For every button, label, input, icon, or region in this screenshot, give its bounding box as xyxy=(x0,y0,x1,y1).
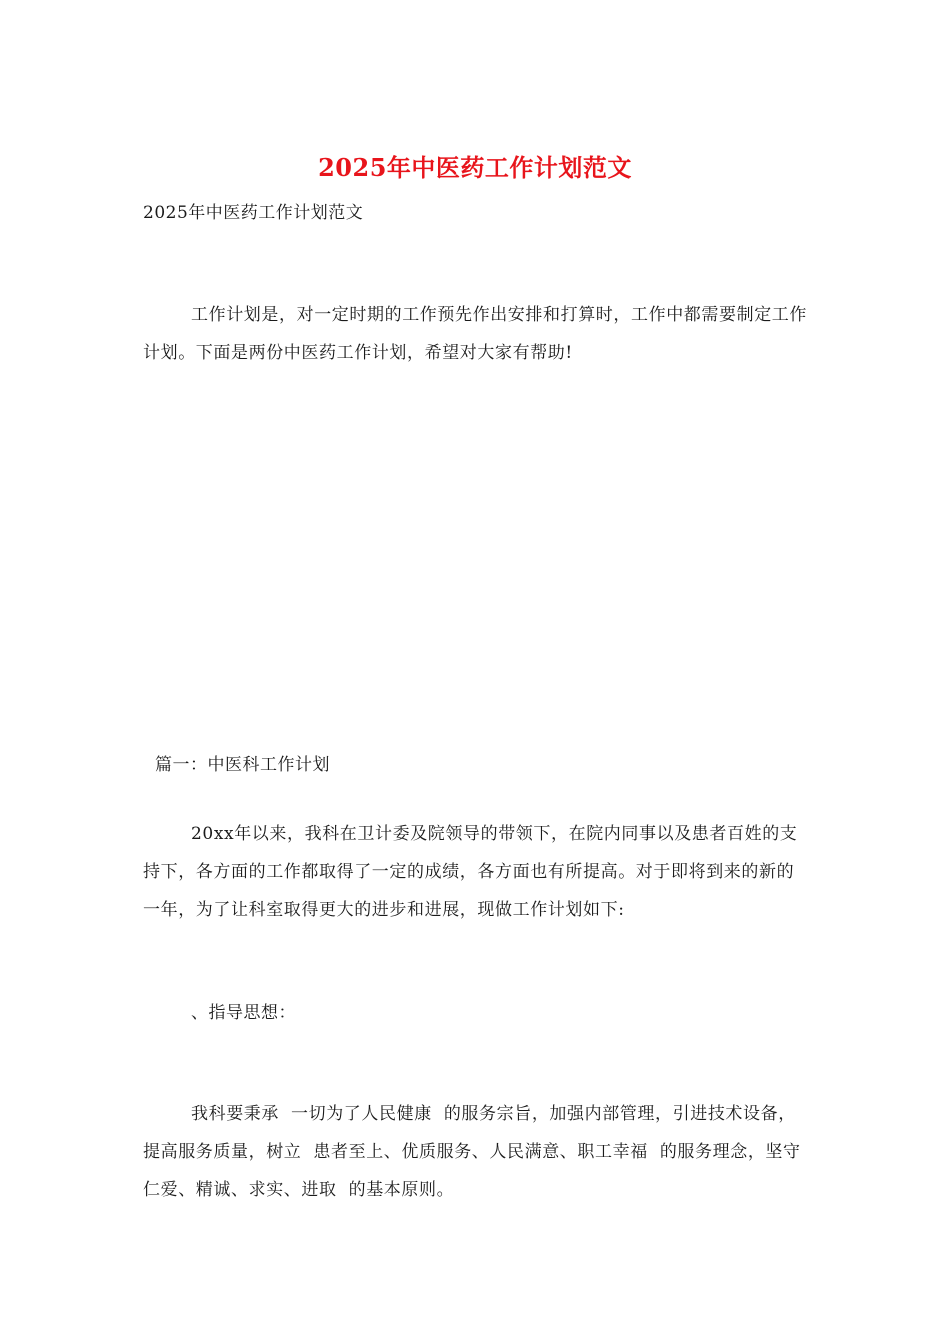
body-paragraph-1: 20xx年以来，我科在卫计委及院领导的带领下，在院内同事以及患者百姓的支持下，各方面的工作都取得了一定的成绩，各方面也有所提高。对于即将到来的新的一年，为了让科室取得更大的进步和进展，现做工作计划如下: xyxy=(143,824,798,920)
document-subtitle: 2025年中医药工作计划范文 xyxy=(143,203,364,223)
intro-paragraph: 工作计划是，对一定时期的工作预先作出安排和打算时，工作中都需要制定工作计划。下面是两份中医药工作计划，希望对大家有帮助! xyxy=(143,305,807,363)
guiding-heading: 、指导思想： xyxy=(191,1003,296,1023)
section-heading: 篇一：中医科工作计划 xyxy=(155,755,330,775)
body-paragraph-2: 我科要秉承 一切为了人民健康 的服务宗旨，加强内部管理，引进技术设备，提高服务质量，树立 患者至上、优质服务、人民满意、职工幸福 的服务理念，坚守 仁爱、精诚、求实、进取 的基本原则。 xyxy=(143,1104,813,1200)
document-title: 2025年中医药工作计划范文 xyxy=(318,153,632,182)
